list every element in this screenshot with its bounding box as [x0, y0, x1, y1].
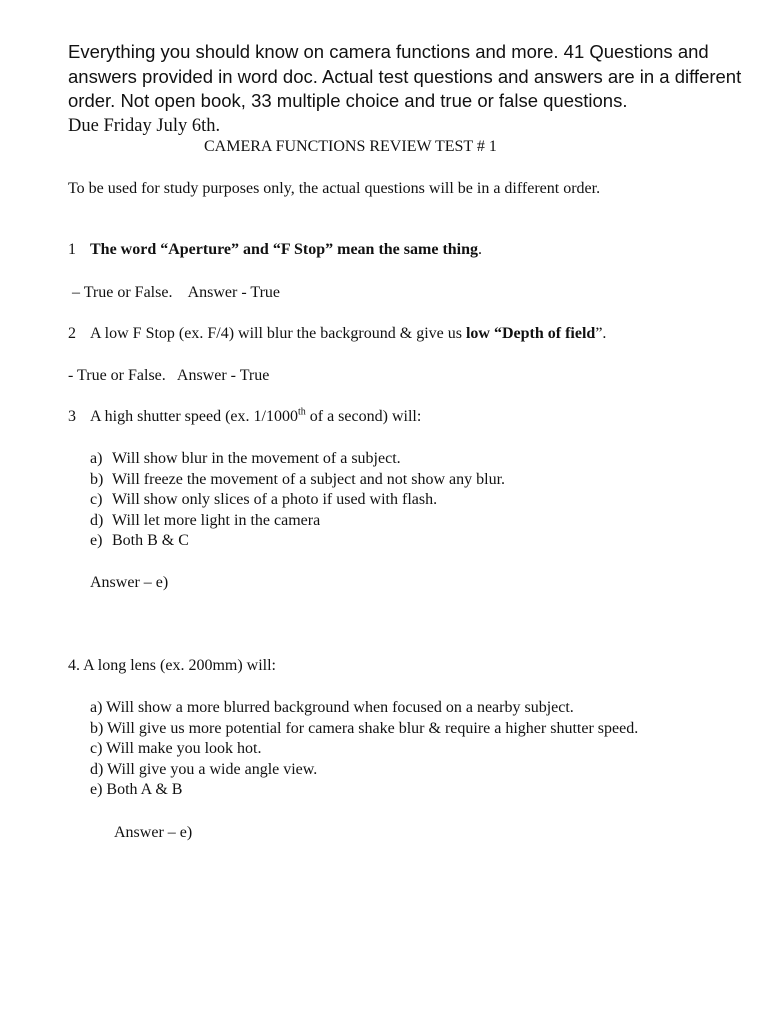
question-3-superscript: th [297, 406, 306, 418]
option-item [90, 490, 505, 511]
option-item: a) Will show a more blurred background when focused on a nearby subject. [90, 699, 574, 716]
question-4-options [90, 698, 638, 801]
option-item: c) Will make you look hot. [90, 740, 262, 758]
option-text: Will let more light in the camera [112, 511, 321, 529]
option-item: d) Will give you a wide angle view. [90, 760, 318, 778]
option-letter: e) [90, 532, 103, 550]
option-text: Both B & C [112, 532, 189, 550]
option-letter: a) [90, 450, 103, 467]
question-2-number: 2 [68, 325, 76, 342]
question-1 [68, 240, 482, 260]
due-date: Due Friday July 6th. [68, 115, 221, 136]
option-letter: c) [90, 491, 103, 509]
question-2-text: A low F Stop (ex. F/4) will blur the background & give us [90, 325, 466, 342]
option-text: Will show only slices of a photo if used with flash. [112, 491, 438, 509]
option-item [90, 531, 505, 552]
option-text: Will freeze the movement of a subject and not show any blur. [112, 470, 506, 488]
option-letter: b) [90, 470, 104, 488]
question-3-text-post: of a second) will: [305, 408, 422, 425]
question-1-text: The word “Aperture” and “F Stop” mean the same thing [90, 241, 479, 258]
question-1-answer: – True or False. Answer - True [72, 284, 281, 301]
question-3-answer: Answer – e) [90, 574, 169, 591]
question-2 [68, 324, 606, 344]
question-3-text-pre: A high shutter speed (ex. 1/1000 [90, 408, 298, 425]
question-2-tail: ”. [595, 325, 607, 342]
page-title: CAMERA FUNCTIONS REVIEW TEST # 1 [204, 138, 497, 155]
option-item [90, 470, 505, 491]
question-3-number: 3 [68, 408, 76, 425]
question-2-answer: - True or False. Answer - True [68, 367, 270, 384]
question-4-answer: Answer – e) [114, 824, 193, 841]
option-item: e) Both A & B [90, 781, 183, 799]
question-3-options [90, 449, 505, 552]
option-item: b) Will give us more potential for camera shake blur & require a higher shutter speed. [90, 719, 639, 737]
intro-text: Everything you should know on camera functions and more. 41 Questions and answers provided in word doc. Actual test questions and answers are in a different order. Not open book, 33 multiple choice and true or false questions. [68, 41, 742, 111]
question-2-bold-text: low “Depth of field [465, 325, 596, 342]
option-item [90, 449, 505, 470]
option-item [90, 511, 505, 532]
question-3 [68, 407, 421, 427]
option-letter: d) [90, 511, 104, 529]
question-1-number: 1 [68, 241, 76, 258]
question-4: 4. A long lens (ex. 200mm) will: [68, 657, 276, 674]
question-1-tail: . [478, 241, 483, 258]
study-purpose-note: To be used for study purposes only, the actual questions will be in a different order. [68, 180, 601, 197]
option-text: Will show blur in the movement of a subject. [112, 450, 401, 467]
intro-paragraph [68, 40, 748, 138]
